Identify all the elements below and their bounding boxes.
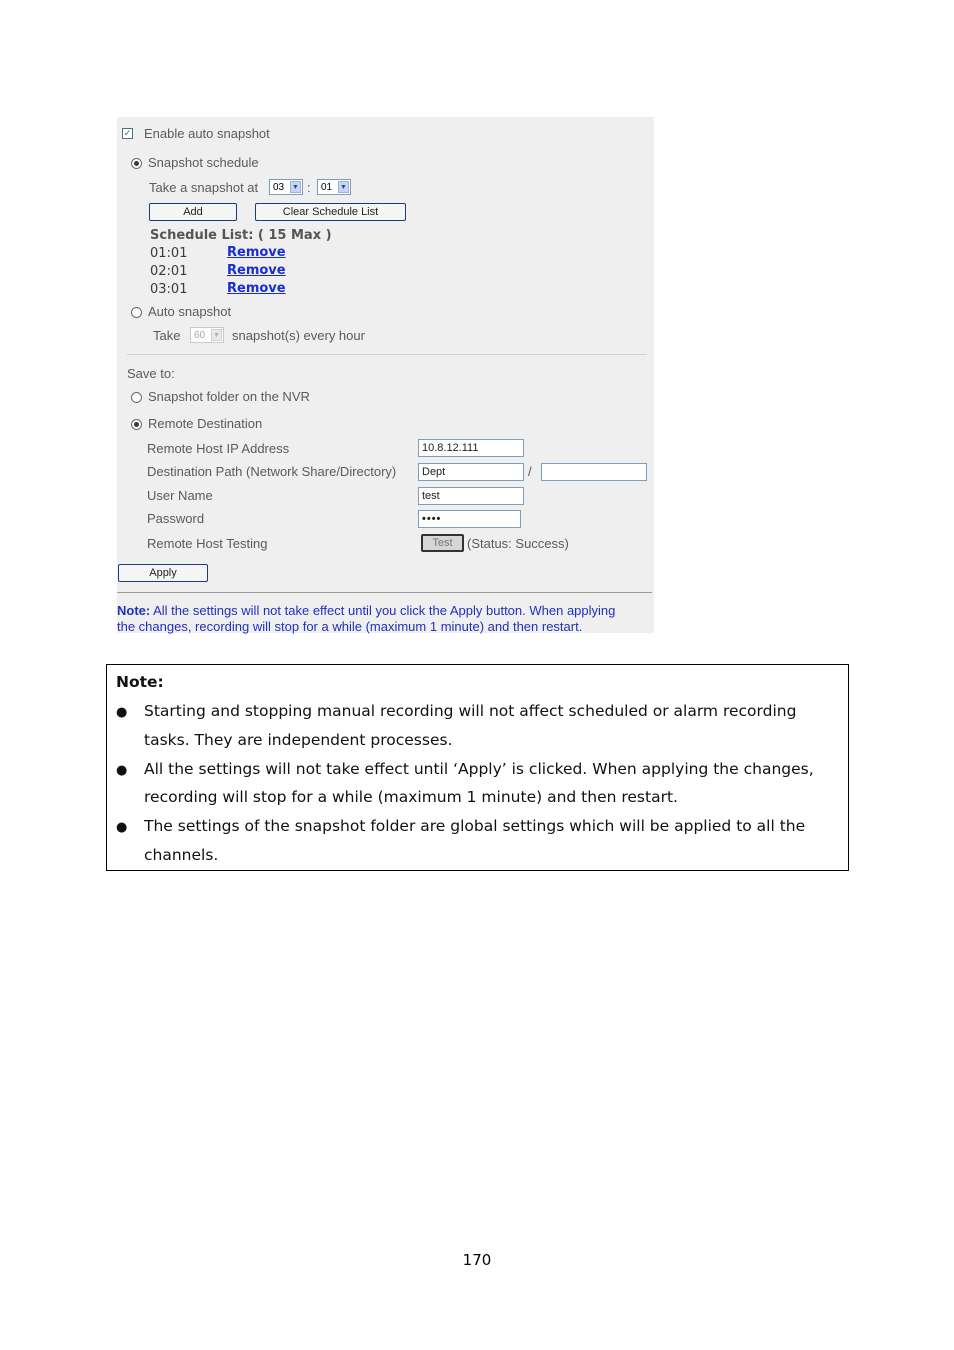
add-button[interactable]: Add <box>149 203 237 221</box>
user-name-label: User Name <box>147 488 213 503</box>
page-number: 170 <box>462 1251 492 1269</box>
remote-destination-label: Remote Destination <box>148 416 263 431</box>
apply-note-line-2: the changes, recording will stop for a while (maximum 1 minute) and then restart. <box>117 619 583 634</box>
snapshot-schedule-label: Snapshot schedule <box>148 155 259 170</box>
destination-subpath-input[interactable] <box>541 463 647 481</box>
note-box <box>106 664 849 871</box>
every-hour-label: snapshot(s) every hour <box>232 328 365 343</box>
destination-path-label: Destination Path (Network Share/Directory) <box>147 464 397 479</box>
chevron-down-icon: ▼ <box>290 181 301 193</box>
schedule-time: 03:01 <box>150 282 188 297</box>
apply-button[interactable]: Apply <box>118 564 208 582</box>
clear-schedule-list-button[interactable]: Clear Schedule List <box>255 203 406 221</box>
auto-snapshot-radio[interactable] <box>131 307 142 318</box>
enable-auto-snapshot-checkbox[interactable]: ✓ <box>123 128 132 138</box>
note-line: The settings of the snapshot folder are global settings which will be applied to all the <box>144 817 806 835</box>
remove-link[interactable]: Remove <box>227 263 286 278</box>
remote-host-ip-label: Remote Host IP Address <box>147 441 290 456</box>
user-name-input[interactable]: test <box>418 487 524 505</box>
remote-host-testing-label: Remote Host Testing <box>147 536 268 551</box>
path-separator: / <box>528 464 532 479</box>
password-label: Password <box>147 511 205 526</box>
note-line: Starting and stopping manual recording will not affect scheduled or alarm recording <box>144 702 797 720</box>
test-button[interactable]: Test <box>421 534 464 552</box>
nvr-folder-label: Snapshot folder on the NVR <box>148 389 310 404</box>
nvr-folder-radio[interactable] <box>131 392 142 403</box>
note-line: All the settings will not take effect until ‘Apply’ is clicked. When applying the changes, <box>144 760 814 778</box>
hour-select[interactable] <box>269 179 303 195</box>
apply-note-line-1 <box>117 603 615 619</box>
note-line: recording will stop for a while (maximum 1 minute) and then restart. <box>144 788 678 806</box>
note-title: Note: <box>116 673 164 691</box>
take-snapshot-at-label: Take a snapshot at <box>149 180 259 195</box>
snapshots-per-hour-value: 60 <box>194 330 206 341</box>
auto-snapshot-label: Auto snapshot <box>148 304 232 319</box>
enable-auto-snapshot-label: Enable auto snapshot <box>144 126 270 141</box>
snapshot-settings-panel <box>117 117 654 633</box>
remote-host-ip-input[interactable]: 10.8.12.111 <box>418 439 524 457</box>
snapshot-schedule-radio[interactable] <box>131 158 142 169</box>
chevron-down-icon: ▼ <box>338 181 349 193</box>
time-colon: : <box>307 180 311 195</box>
remove-link[interactable]: Remove <box>227 245 286 260</box>
footer-divider <box>117 592 652 593</box>
bullet-icon: ● <box>116 820 128 835</box>
schedule-time: 02:01 <box>150 264 188 279</box>
remote-destination-radio[interactable] <box>131 419 142 430</box>
chevron-down-icon: ▼ <box>211 329 222 341</box>
note-line: tasks. They are independent processes. <box>144 731 453 749</box>
note-line: channels. <box>144 846 219 864</box>
save-to-label: Save to: <box>127 366 175 381</box>
test-status-text: (Status: Success) <box>467 536 569 551</box>
destination-path-input[interactable]: Dept <box>418 463 524 481</box>
minute-select[interactable] <box>317 179 351 195</box>
minute-value: 01 <box>321 182 333 193</box>
schedule-time: 01:01 <box>150 246 188 261</box>
section-divider <box>127 354 647 355</box>
bullet-icon: ● <box>116 705 128 720</box>
note-prefix: Note: <box>117 603 151 618</box>
hour-value: 03 <box>273 182 285 193</box>
schedule-list-title: Schedule List: ( 15 Max ) <box>150 228 332 243</box>
take-label: Take <box>153 328 181 343</box>
remove-link[interactable]: Remove <box>227 281 286 296</box>
password-input[interactable]: •••• <box>418 510 521 528</box>
snapshots-per-hour-select[interactable] <box>190 327 224 343</box>
apply-note-text-1: All the settings will not take effect until you click the Apply button. When applying <box>153 603 616 618</box>
bullet-icon: ● <box>116 763 128 778</box>
